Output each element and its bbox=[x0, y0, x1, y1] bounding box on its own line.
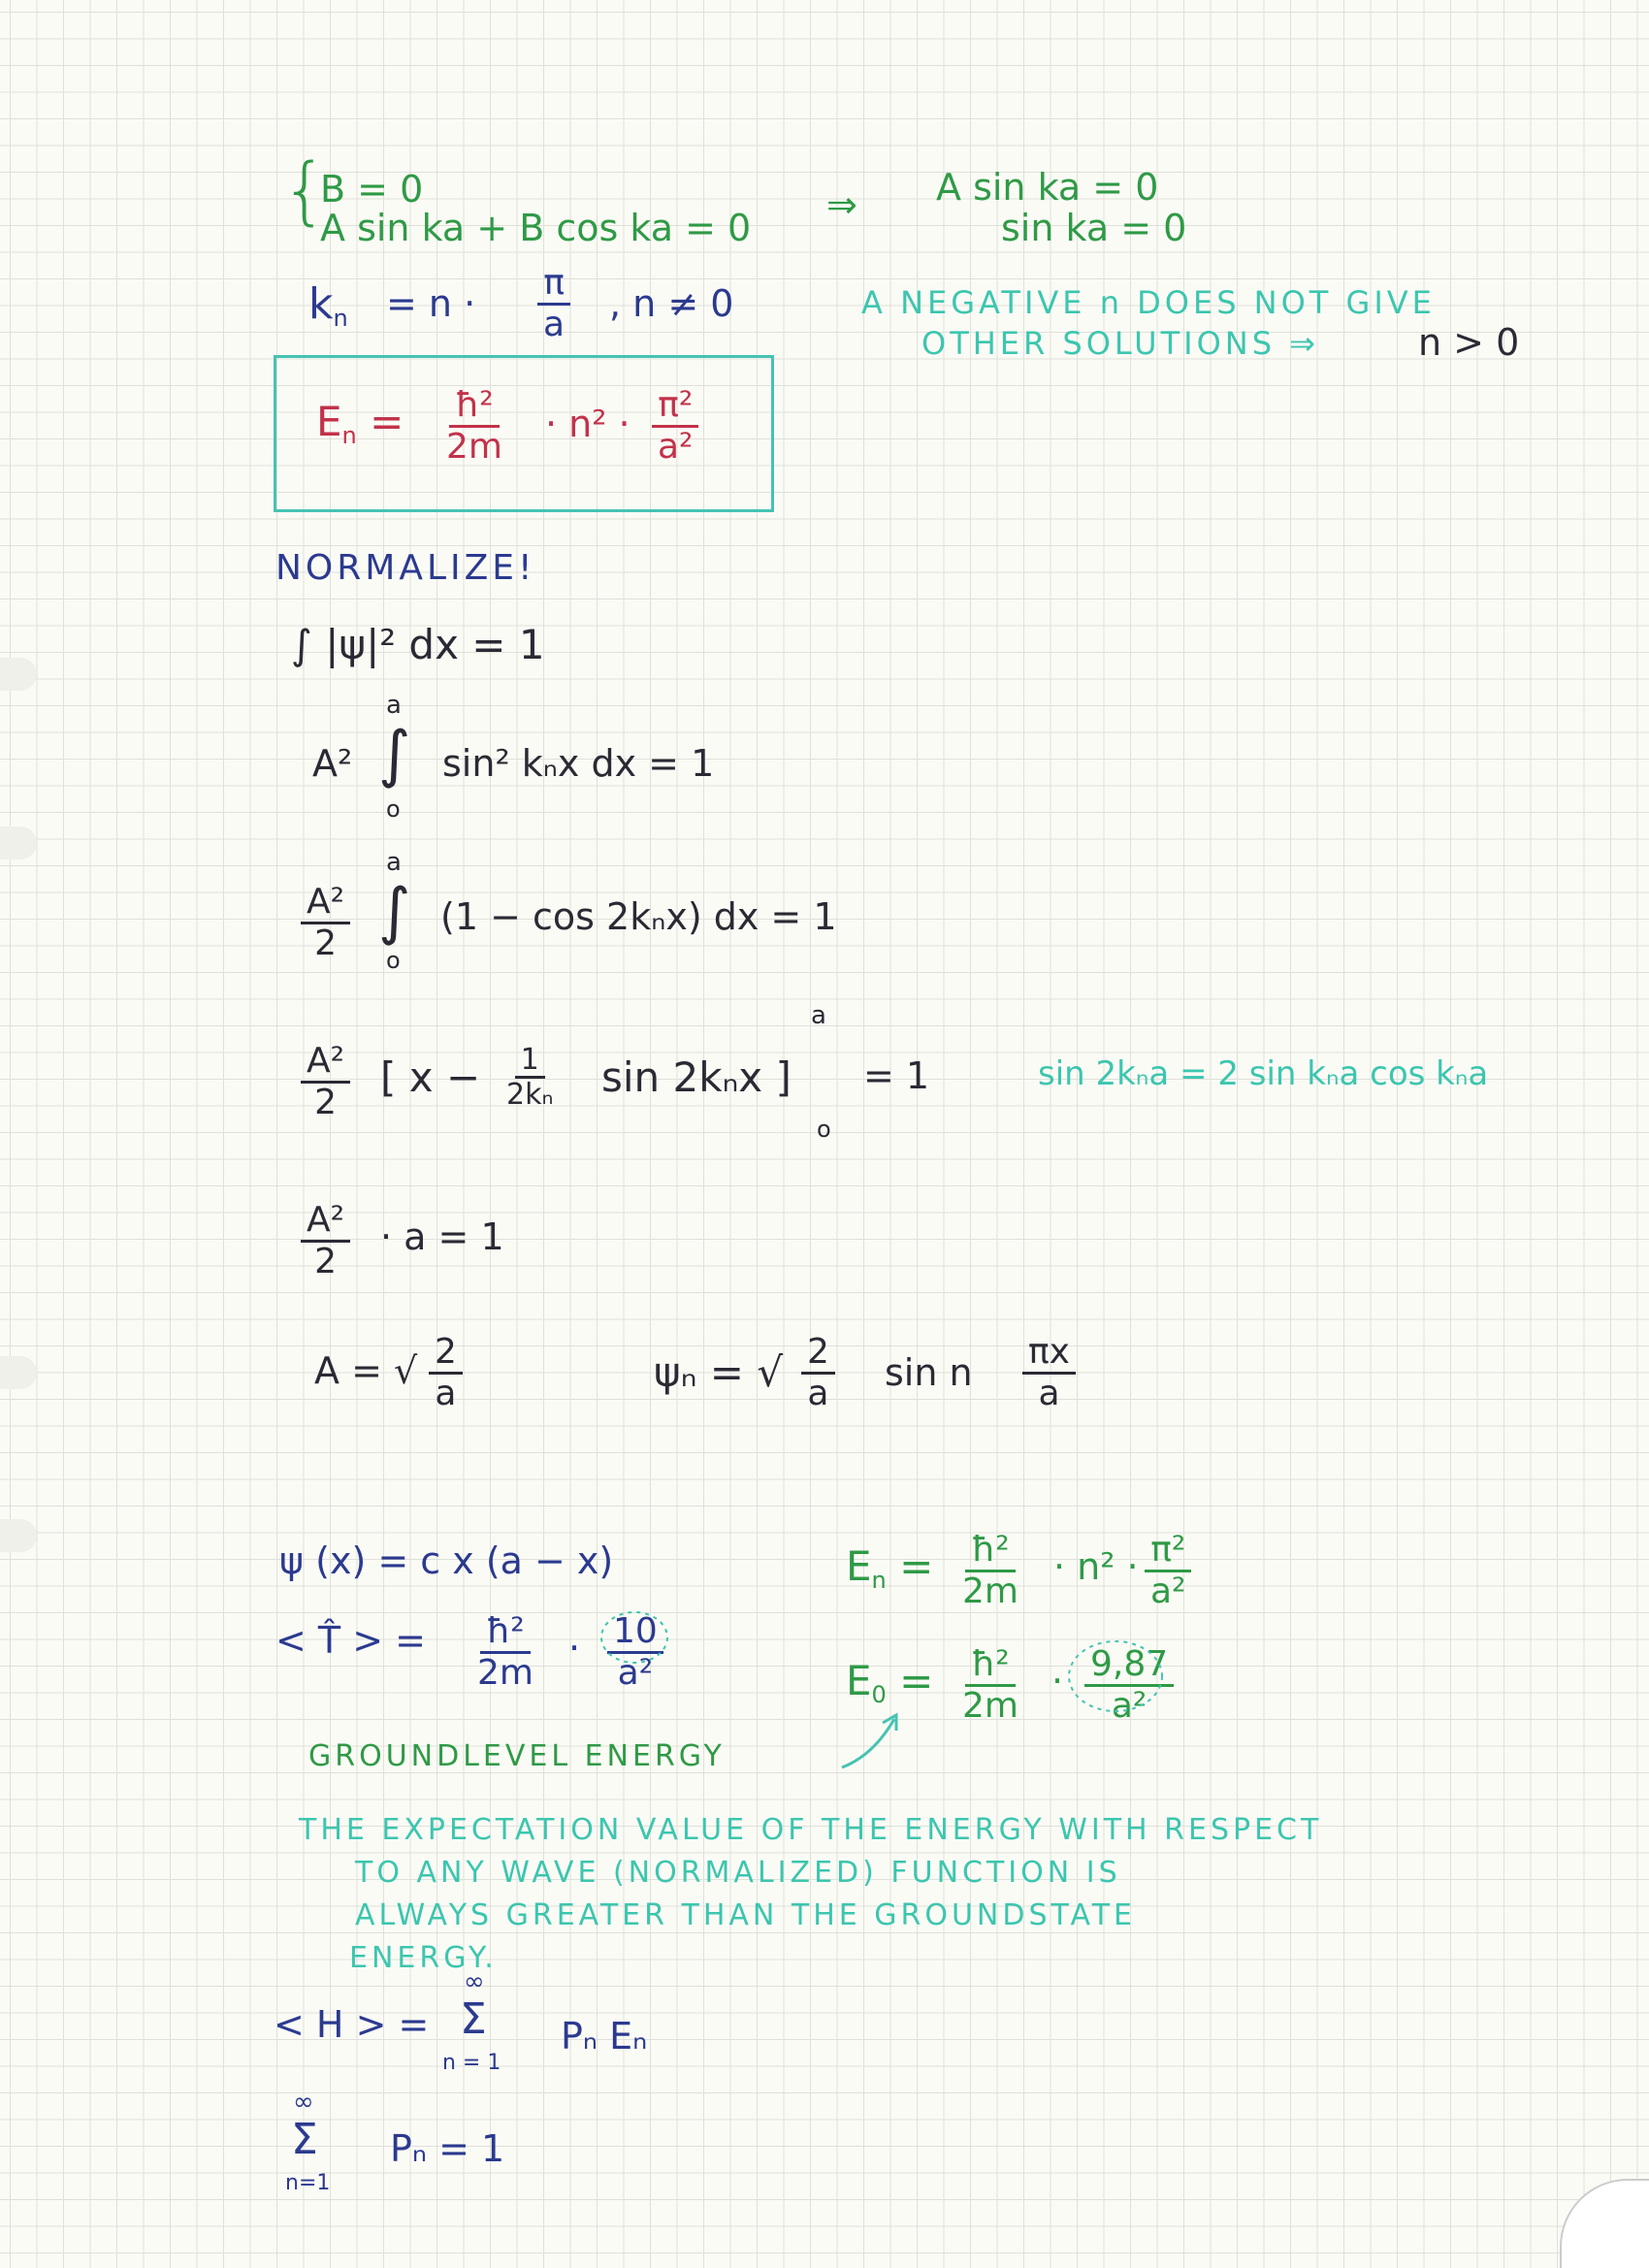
trial-function: ψ (x) = c x (a − x) bbox=[279, 1539, 614, 1582]
limit-upper: a bbox=[386, 848, 402, 877]
H-sum: Σ bbox=[460, 1994, 487, 2044]
T-10-over-a2: $\frac{10}{\text{a²}}$ bbox=[607, 1612, 663, 1692]
negative-n-note-2: OTHER SOLUTIONS ⇒ bbox=[922, 325, 1319, 362]
kn-condition: , n ≠ 0 bbox=[609, 282, 734, 325]
expectation-note-2: TO ANY WAVE (NORMALIZED) FUNCTION IS bbox=[355, 1856, 1121, 1890]
psi-sin-n: sin n bbox=[885, 1351, 973, 1394]
result-line-2: sin ka = 0 bbox=[1001, 207, 1187, 249]
circle-987 bbox=[1069, 1641, 1162, 1711]
sin-identity-note: sin 2kₙa = 2 sin kₙa cos kₙa bbox=[1038, 1054, 1489, 1093]
e0-987-over-a2: $\frac{9,87}{\text{a²}}$ bbox=[1084, 1645, 1174, 1725]
P-body: Pₙ = 1 bbox=[390, 2127, 505, 2170]
system-brace: { bbox=[281, 146, 329, 233]
expectation-note-1: THE EXPECTATION VALUE OF THE ENERGY WITH RESPECT bbox=[299, 1813, 1323, 1847]
int4-A2-over-2: $\frac{\text{A²}}{2}$ bbox=[301, 1042, 350, 1121]
psi-n: ψₙ = √ bbox=[654, 1348, 784, 1396]
en2-lhs: $E_n$ = bbox=[846, 1542, 934, 1594]
expectation-note-3: ALWAYS GREATER THAN THE GROUNDSTATE bbox=[355, 1898, 1136, 1932]
H-sum-bottom: n = 1 bbox=[442, 2051, 501, 2075]
int3-A2-over-2: $\frac{\text{A²}}{2}$ bbox=[301, 883, 350, 962]
en2-pi2-over-a2: $\frac{\text{π²}}{\text{a²}}$ bbox=[1145, 1531, 1192, 1610]
res-a-eq: · a = 1 bbox=[380, 1215, 504, 1258]
H-lhs: < H > = bbox=[274, 2003, 430, 2046]
T-expectation-lhs: < T̂ > = bbox=[275, 1619, 426, 1662]
kn-pi-over-a: $\frac{\pi}{a}$ bbox=[537, 264, 570, 343]
system-line-b: B = 0 bbox=[320, 168, 424, 211]
groundlevel-energy-label: GROUNDLEVEL ENERGY bbox=[308, 1739, 726, 1773]
int4-eq: = 1 bbox=[863, 1054, 930, 1097]
integral-3-body: (1 − cos 2kₙx) dx = 1 bbox=[440, 895, 837, 938]
limit-lower: o bbox=[386, 947, 401, 974]
e0-hbar-over-2m: $\frac{\text{ħ²}}{2m}$ bbox=[962, 1644, 1018, 1726]
limit-lower: o bbox=[386, 795, 401, 823]
integral-sign: ∫ bbox=[378, 876, 411, 948]
res-A2-over-2: $\frac{\text{A²}}{2}$ bbox=[301, 1201, 350, 1280]
e0-lhs: $E_0$ = bbox=[846, 1657, 934, 1708]
en-n2: · n² · bbox=[545, 403, 630, 445]
result-line-1: A sin ka = 0 bbox=[936, 166, 1159, 209]
T-dot: · bbox=[568, 1627, 581, 1669]
P-sum-bottom: n=1 bbox=[285, 2171, 331, 2195]
psi-pix-over-a: $\frac{\pi x}{a}$ bbox=[1022, 1333, 1076, 1412]
circle-10 bbox=[601, 1612, 667, 1663]
kn-lhs: $k_n$ bbox=[308, 279, 348, 332]
H-body: Pₙ Eₙ bbox=[561, 2015, 648, 2057]
implies-arrow: ⇒ bbox=[826, 183, 857, 226]
int4-body-b: sin 2kₙx ] bbox=[601, 1053, 792, 1101]
e0-dot: · bbox=[1051, 1660, 1064, 1702]
system-line-eq: A sin ka + B cos ka = 0 bbox=[320, 207, 752, 249]
limit-upper: a bbox=[811, 1001, 826, 1030]
normalize-heading: NORMALIZE! bbox=[275, 548, 536, 588]
A-eq: A = √ bbox=[314, 1349, 418, 1392]
H-sum-top: ∞ bbox=[464, 1967, 485, 1996]
en-pi2-over-a2: $\frac{\text{π²}}{\text{a²}}$ bbox=[652, 386, 699, 466]
integral-2-lhs: A² bbox=[312, 742, 353, 785]
A-2-over-a: $\frac{2}{a}$ bbox=[429, 1333, 463, 1412]
int4-one-over-2kn: $\frac{1}{\text{2kₙ}}$ bbox=[506, 1043, 554, 1112]
en2-hbar-over-2m: $\frac{\text{ħ²}}{2m}$ bbox=[962, 1530, 1018, 1611]
P-sum-top: ∞ bbox=[293, 2088, 314, 2117]
integral-2-body: sin² kₙx dx = 1 bbox=[442, 742, 715, 785]
P-sum: Σ bbox=[291, 2115, 318, 2164]
integral-1: ∫ |ψ|² dx = 1 bbox=[291, 621, 545, 668]
expectation-note-4: ENERGY. bbox=[349, 1941, 498, 1975]
negative-n-result: n > 0 bbox=[1418, 321, 1520, 364]
limit-upper: a bbox=[386, 691, 402, 720]
en-lhs: $E_n$ = bbox=[316, 398, 404, 449]
arrow-to-e0 bbox=[842, 1719, 894, 1767]
en-hbar-over-2m: $\frac{\text{ħ²}}{2m}$ bbox=[446, 385, 502, 467]
T-hbar-over-2m: $\frac{\text{ħ²}}{2m}$ bbox=[477, 1611, 534, 1693]
int4-body-a: [ x − bbox=[380, 1053, 481, 1101]
psi-2-over-a: $\frac{2}{a}$ bbox=[801, 1333, 835, 1412]
limit-lower: o bbox=[817, 1116, 831, 1143]
integral-sign: ∫ bbox=[378, 719, 411, 791]
negative-n-note-1: A NEGATIVE n DOES NOT GIVE bbox=[861, 284, 1436, 321]
kn-eq: = n · bbox=[386, 282, 476, 325]
en2-n2: · n² · bbox=[1053, 1545, 1139, 1588]
